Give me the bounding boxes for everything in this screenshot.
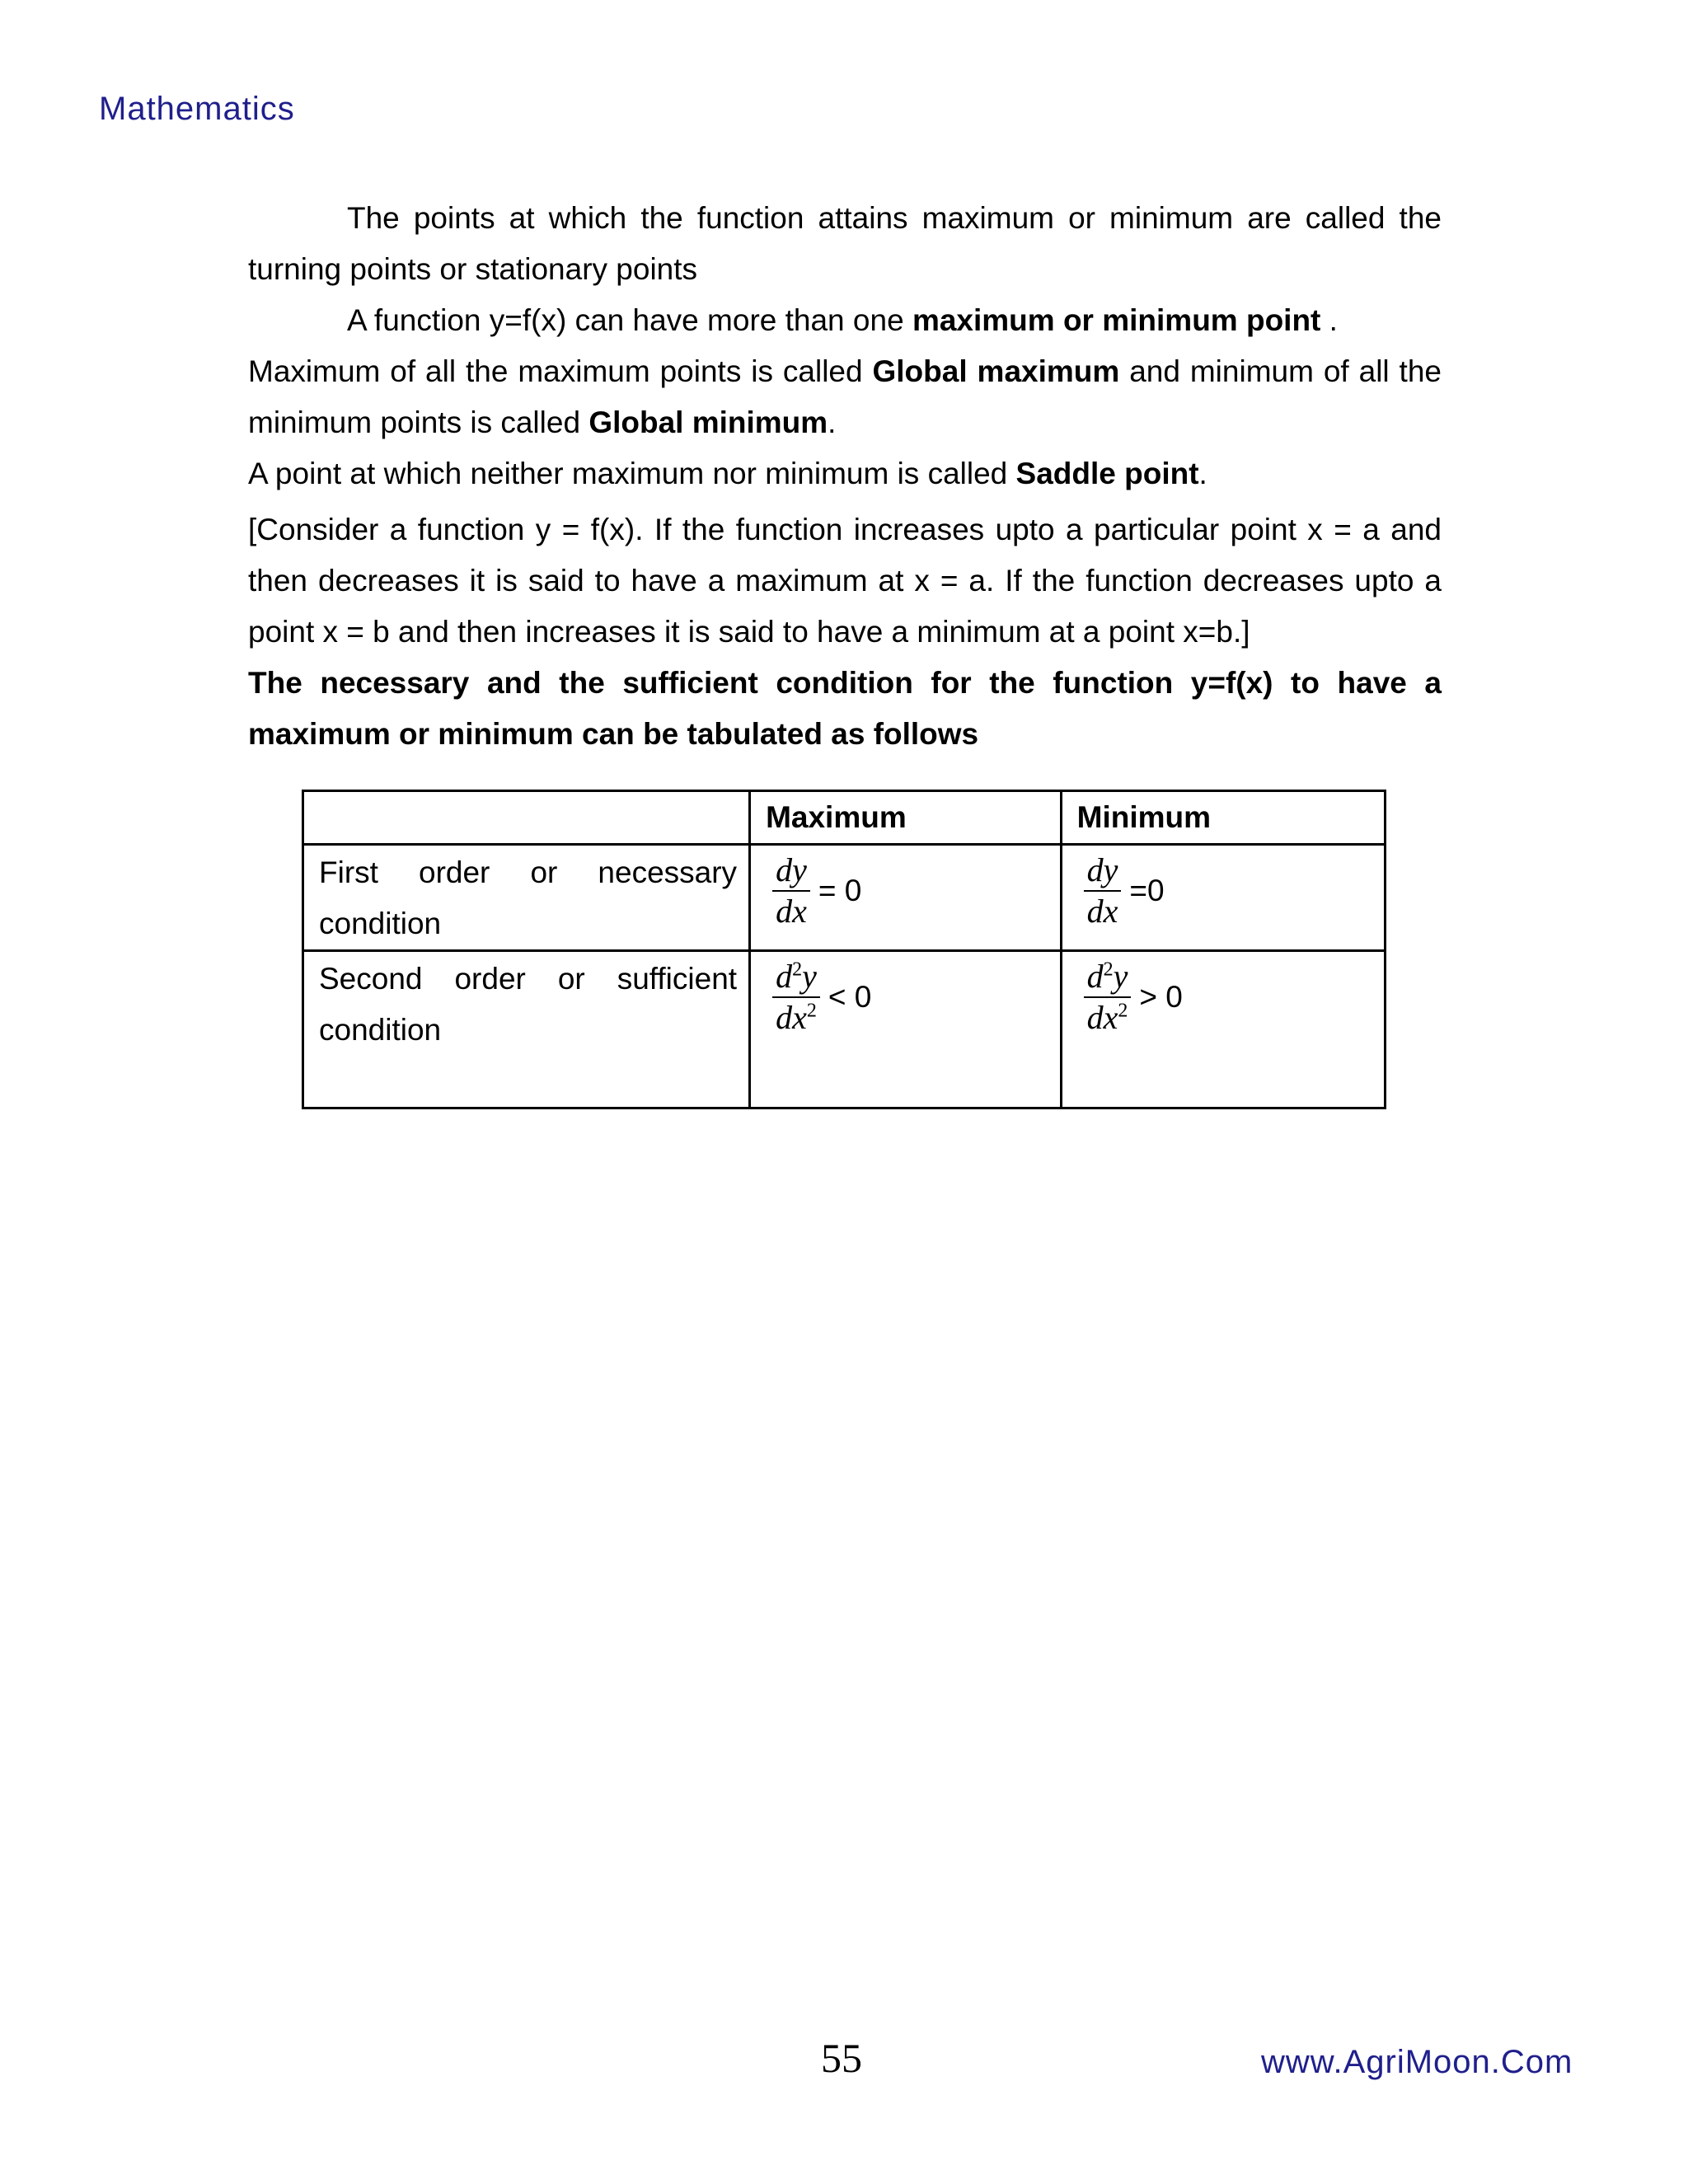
relation-text: > 0 bbox=[1139, 980, 1183, 1014]
conditions-table bbox=[302, 790, 1386, 1109]
math-cell-second-order-min bbox=[1061, 951, 1385, 1108]
den-superscript: 2 bbox=[1118, 1000, 1128, 1022]
num-superscript: 2 bbox=[792, 958, 803, 981]
label-cell-first-order bbox=[303, 845, 750, 951]
header-blank-text bbox=[304, 792, 748, 800]
table-row-first-order bbox=[303, 845, 1386, 951]
first-derivative-max-expression bbox=[751, 846, 1060, 930]
first-derivative-min-expression bbox=[1062, 846, 1384, 930]
num-y: y bbox=[802, 958, 817, 995]
text-span: A point at which neither maximum nor minimum is called bbox=[248, 457, 1016, 490]
text-span: . bbox=[1320, 303, 1338, 337]
fraction-numerator bbox=[1084, 958, 1132, 998]
fraction-denominator bbox=[1084, 998, 1132, 1036]
text-span: A function y=f(x) can have more than one bbox=[347, 303, 912, 337]
label-line-1 bbox=[319, 847, 737, 898]
header-minimum-text: Minimum bbox=[1076, 800, 1212, 834]
math-cell-first-order-max bbox=[750, 845, 1062, 951]
label-second-order bbox=[304, 952, 748, 1056]
paragraph-max-min-points bbox=[248, 295, 1442, 346]
label-line-2: condition bbox=[319, 1013, 442, 1047]
bold-term: maximum or minimum point bbox=[912, 303, 1321, 337]
label-word: or bbox=[530, 855, 558, 889]
label-cell-second-order bbox=[303, 951, 750, 1108]
header-maximum-text: Maximum bbox=[766, 800, 907, 834]
label-first-order bbox=[304, 846, 748, 949]
fraction-denominator: dx bbox=[776, 893, 807, 930]
den-dx: dx bbox=[1086, 999, 1118, 1036]
footer-website-url: www.AgriMoon.Com bbox=[1261, 2044, 1573, 2080]
label-word: or bbox=[557, 962, 585, 996]
math-cell-first-order-min bbox=[1061, 845, 1385, 951]
page-number: 55 bbox=[821, 2035, 862, 2081]
label-line-1 bbox=[319, 954, 737, 1005]
header-cell-minimum bbox=[1061, 791, 1385, 845]
text-span: . bbox=[1198, 457, 1207, 490]
text-span: . bbox=[828, 405, 837, 439]
bold-term-global-maximum: Global maximum bbox=[872, 354, 1120, 388]
paragraph-saddle-point bbox=[248, 448, 1442, 499]
label-word: order bbox=[419, 855, 490, 889]
paragraph-turning-points: The points at which the function attains maximum or minimum are called the turning points or stationary points bbox=[248, 201, 1442, 286]
den-dx: dx bbox=[776, 999, 807, 1036]
relation-text: =0 bbox=[1129, 874, 1165, 907]
fraction-denominator bbox=[772, 998, 820, 1036]
label-line-2: condition bbox=[319, 907, 442, 940]
fraction-numerator: dy bbox=[1084, 852, 1122, 892]
fraction-d2y-dx2 bbox=[772, 958, 820, 1036]
paragraph-conditions-intro: The necessary and the sufficient condition for the function y=f(x) to have a maximum or minimum can be tabulated as follows bbox=[248, 666, 1442, 751]
page-content bbox=[248, 193, 1442, 760]
num-superscript: 2 bbox=[1103, 958, 1114, 981]
fraction-numerator bbox=[772, 958, 820, 998]
second-derivative-max-expression bbox=[751, 952, 1060, 1036]
fraction-d2y-dx2 bbox=[1084, 958, 1132, 1036]
label-word: order bbox=[454, 962, 526, 996]
den-superscript: 2 bbox=[806, 1000, 817, 1022]
num-y: y bbox=[1113, 958, 1128, 995]
running-header-title: Mathematics bbox=[99, 91, 295, 127]
label-word: First bbox=[319, 855, 378, 889]
table-row-second-order bbox=[303, 951, 1386, 1108]
fraction-dy-dx bbox=[1084, 852, 1122, 930]
paragraph-global-extrema bbox=[248, 346, 1442, 448]
fraction-dy-dx bbox=[772, 852, 810, 930]
num-d: d bbox=[776, 958, 793, 995]
fraction-numerator: dy bbox=[772, 852, 810, 892]
relation-text: = 0 bbox=[818, 874, 862, 907]
header-cell-blank bbox=[303, 791, 750, 845]
math-cell-second-order-max bbox=[750, 951, 1062, 1108]
bold-term-saddle-point: Saddle point bbox=[1015, 457, 1199, 490]
fraction-denominator: dx bbox=[1086, 893, 1118, 930]
text-span: and minimum of all the minimum points is called bbox=[248, 354, 1442, 439]
bold-term-global-minimum: Global minimum bbox=[588, 405, 828, 439]
label-word: sufficient bbox=[617, 962, 738, 996]
second-derivative-min-expression bbox=[1062, 952, 1384, 1036]
text-span: Maximum of all the maximum points is called bbox=[248, 354, 873, 388]
num-d: d bbox=[1086, 958, 1104, 995]
paragraph-consider-function: [Consider a function y = f(x). If the function increases upto a particular point x = a and then decreases it is said to have a maximum at x = a. If the function decreases upto a point x = b and then increases it is said to have a minimum at a point x=b.] bbox=[248, 513, 1442, 649]
header-cell-maximum bbox=[750, 791, 1062, 845]
table-header-row bbox=[303, 791, 1386, 845]
label-word: Second bbox=[319, 962, 423, 996]
label-word: necessary bbox=[598, 855, 738, 889]
relation-text: < 0 bbox=[828, 980, 872, 1014]
